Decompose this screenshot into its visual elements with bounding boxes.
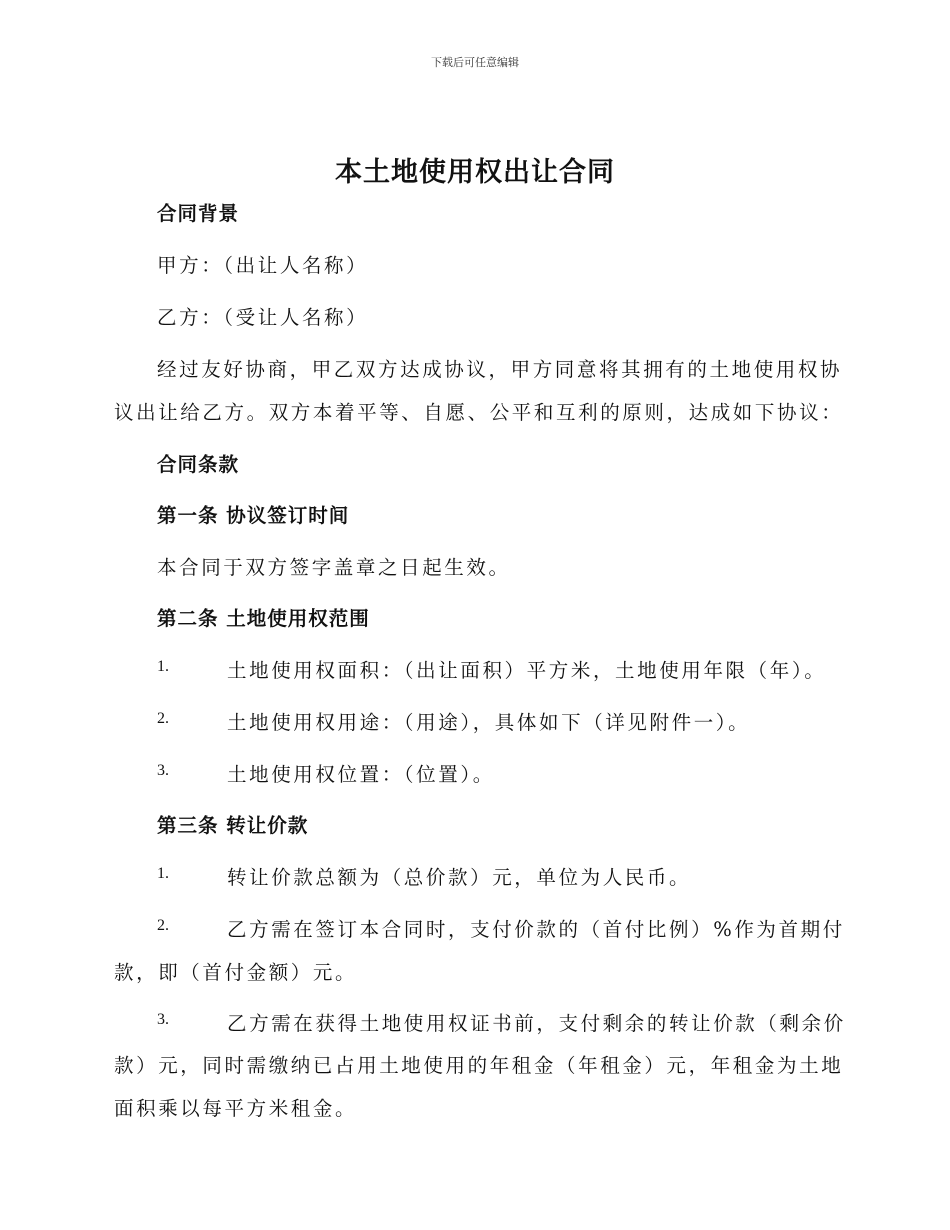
list-item-continuation: 面积乘以每平方米租金。 — [114, 1097, 358, 1120]
document-title: 本土地使用权出让合同 — [335, 157, 615, 188]
list-item-number: 3. — [157, 762, 169, 779]
intro-paragraph-line-2: 议出让给乙方。双方本着平等、自愿、公平和互利的原则，达成如下协议： — [114, 401, 844, 424]
list-item-number: 2. — [157, 917, 169, 934]
list-item-continuation: 款，即（首付金额）元。 — [114, 961, 358, 984]
list-item-text: 土地使用权面积：（出让面积）平方米，土地使用年限（年）。 — [227, 659, 827, 682]
intro-paragraph-line-1: 经过友好协商，甲乙双方达成协议，甲方同意将其拥有的土地使用权协 — [157, 358, 843, 381]
party-a-line: 甲方：（出让人名称） — [157, 254, 369, 277]
list-item-text: 土地使用权位置：（位置）。 — [227, 763, 495, 786]
article-1-text: 本合同于双方签字盖章之日起生效。 — [157, 556, 511, 579]
list-item-text: 乙方需在获得土地使用权证书前，支付剩余的转让价款（剩余价 — [227, 1012, 846, 1035]
party-b-line: 乙方：（受让人名称） — [157, 306, 369, 329]
article-3-heading: 第三条 转让价款 — [157, 814, 309, 837]
article-2-heading: 第二条 土地使用权范围 — [157, 607, 370, 630]
header-note: 下载后可任意编辑 — [431, 56, 519, 69]
list-item-text: 土地使用权用途：（用途），具体如下（详见附件一）。 — [227, 711, 751, 734]
list-item-text: 乙方需在签订本合同时，支付价款的（首付比例）%作为首期付 — [227, 918, 845, 941]
article-1-heading: 第一条 协议签订时间 — [157, 504, 350, 527]
list-item-number: 1. — [157, 658, 169, 675]
list-item-number: 1. — [157, 865, 169, 882]
list-item-continuation: 款）元，同时需缴纳已占用土地使用的年租金（年租金）元，年租金为土地 — [114, 1054, 844, 1077]
section-heading-terms: 合同条款 — [157, 453, 240, 476]
list-item-number: 3. — [157, 1011, 169, 1028]
section-heading-background: 合同背景 — [157, 202, 240, 225]
list-item-text: 转让价款总额为（总价款）元，单位为人民币。 — [227, 866, 692, 889]
list-item-number: 2. — [157, 710, 169, 727]
